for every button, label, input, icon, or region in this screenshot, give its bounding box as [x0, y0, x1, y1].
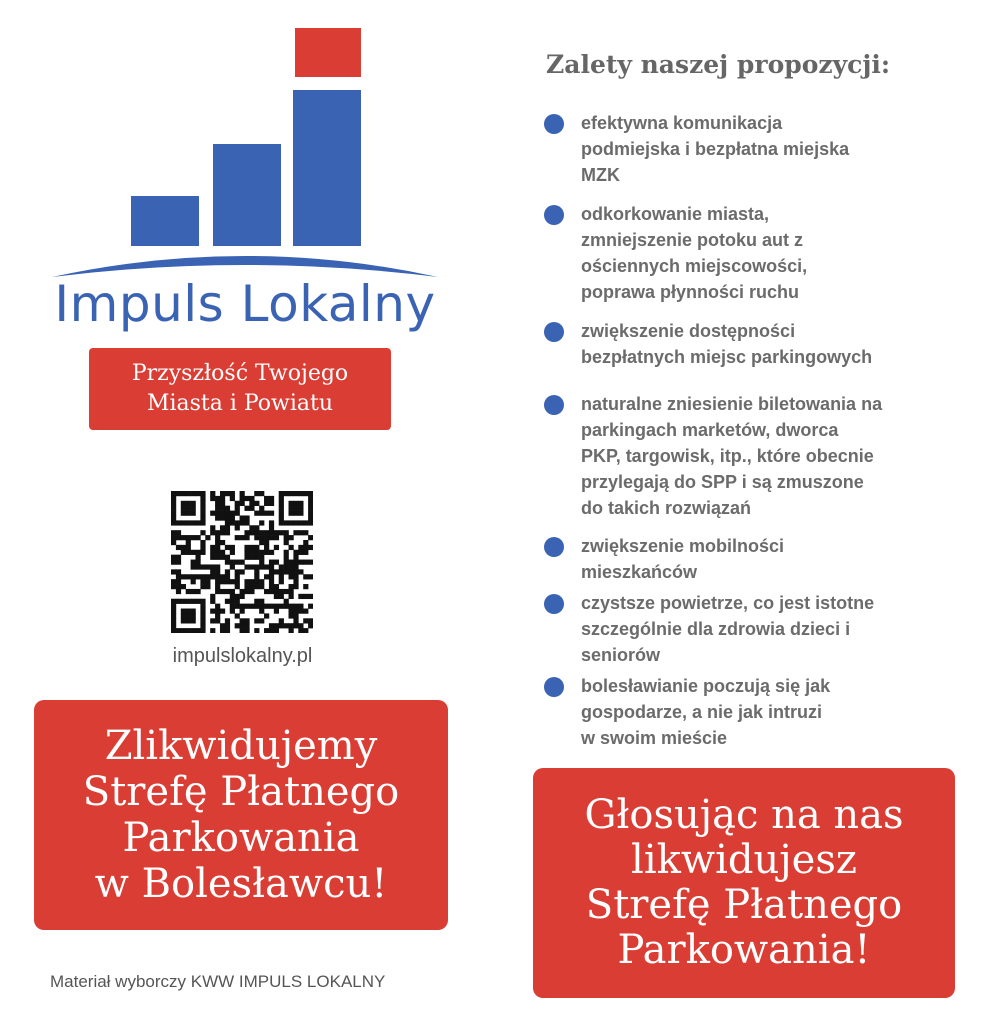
advantage-line: czystsze powietrze, co jest istotne — [581, 593, 875, 613]
footer-note: Materiał wyborczy KWW IMPULS LOKALNY — [50, 972, 386, 991]
slogan-right-box — [533, 768, 955, 998]
advantage-line: gospodarze, a nie jak intruzi — [581, 702, 823, 722]
advantages-heading: Zalety naszej propozycji: — [546, 50, 891, 79]
advantage-line: seniorów — [581, 645, 661, 665]
brand-name: Impuls Lokalny — [54, 275, 436, 333]
slogan-left-line-4: w Bolesławcu! — [94, 861, 388, 907]
bullet-icon — [544, 537, 564, 557]
advantage-line: mieszkańców — [581, 562, 698, 582]
advantage-line: ościennych miejscowości, — [581, 256, 808, 276]
advantage-line: naturalne zniesienie biletowania na — [581, 394, 883, 414]
advantage-line: PKP, targowisk, itp., które obecnie — [581, 446, 874, 466]
tagline-line-2: Miasta i Powiatu — [146, 391, 334, 416]
advantage-line: bolesławianie poczują się jak — [581, 676, 831, 696]
slogan-left-box — [34, 700, 448, 930]
advantage-line: zwiększenie dostępności — [581, 321, 796, 341]
tagline-box — [89, 348, 391, 430]
logo-bar-large — [293, 90, 361, 246]
bullet-icon — [544, 594, 564, 614]
impuls-lokalny-logo — [50, 25, 440, 345]
advantage-line: MZK — [581, 165, 620, 185]
advantage-line: efektywna komunikacja — [581, 113, 783, 133]
advantage-line: w swoim mieście — [581, 728, 728, 748]
slogan-left-line-3: Parkowania — [122, 815, 360, 861]
advantage-line: przylegają do SPP i są zmuszone — [581, 472, 864, 492]
bullet-icon — [544, 677, 564, 697]
slogan-right-line-3: Strefę Płatnego — [585, 882, 903, 928]
website-url[interactable]: impulslokalny.pl — [172, 645, 313, 667]
tagline-line-1: Przyszłość Twojego — [131, 361, 349, 386]
qr-code-icon[interactable] — [171, 491, 313, 633]
advantage-line: bezpłatnych miejsc parkingowych — [581, 347, 873, 367]
logo-bar-small — [131, 196, 199, 246]
advantage-line: szczególnie dla zdrowia dzieci i — [581, 619, 851, 639]
advantage-line: zmniejszenie potoku aut z — [581, 230, 804, 250]
advantage-line: odkorkowanie miasta, — [581, 204, 770, 224]
slogan-left-line-1: Zlikwidujemy — [104, 723, 378, 769]
bullet-icon — [544, 395, 564, 415]
logo-bar-medium — [213, 144, 281, 246]
bullet-icon — [544, 205, 564, 225]
bullet-icon — [544, 114, 564, 134]
slogan-right-line-2: likwidujesz — [631, 837, 857, 883]
slogan-right-line-4: Parkowania! — [617, 927, 871, 973]
advantage-line: do takich rozwiązań — [581, 498, 752, 518]
advantage-line: poprawa płynności ruchu — [581, 282, 800, 302]
advantage-line: podmiejska i bezpłatna miejska — [581, 139, 850, 159]
slogan-left-line-2: Strefę Płatnego — [82, 769, 400, 815]
advantage-line: parkingach marketów, dworca — [581, 420, 839, 440]
slogan-right-line-1: Głosując na nas — [584, 792, 904, 838]
advantage-line: zwiększenie mobilności — [581, 536, 785, 556]
logo-bar-red-top — [295, 28, 361, 77]
bullet-icon — [544, 322, 564, 342]
